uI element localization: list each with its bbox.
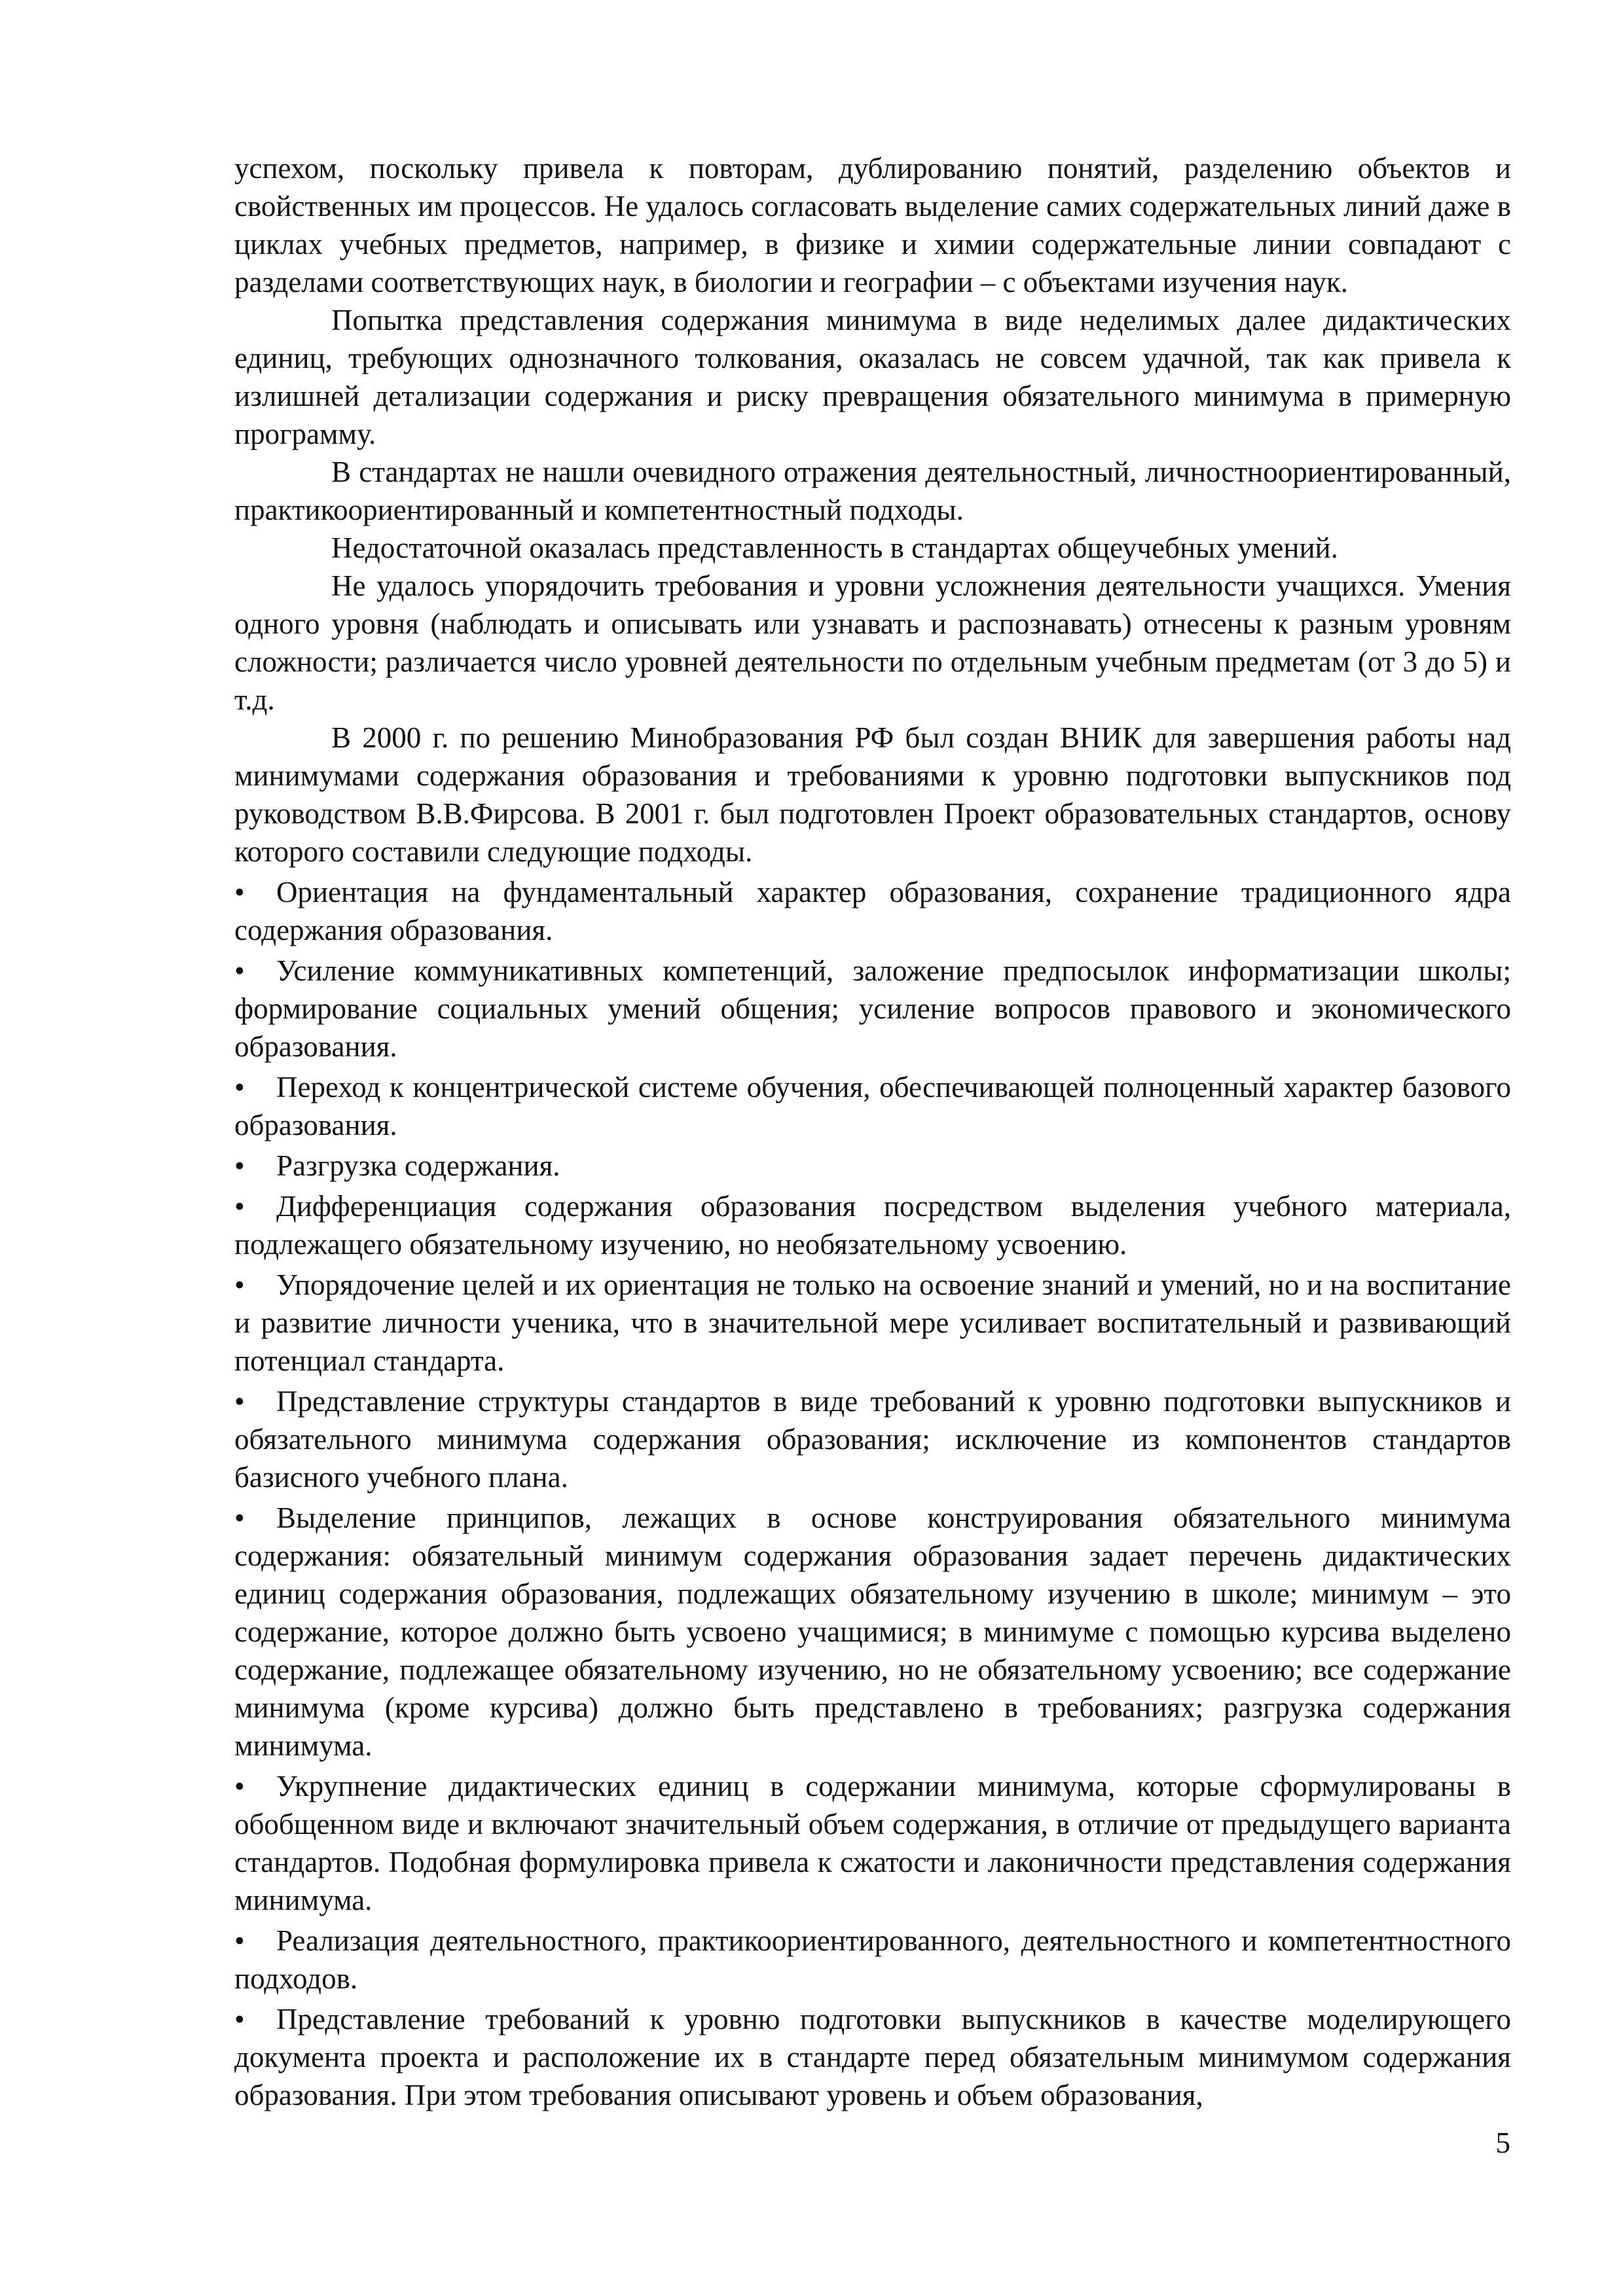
- list-item-text: Упорядочение целей и их ориентация не только на освоение знаний и умений, но и на воспитание и развитие личности ученика, что в значительной мере усиливает воспитательный и развивающий потенциал стандарта.: [234, 1268, 1511, 1377]
- list-item-text: Представление структуры стандартов в виде требований к уровню подготовки выпускников и обязательного минимума содержания образования; исключение из компонентов стандартов базисного учебного плана.: [234, 1385, 1511, 1494]
- list-item-text: Выделение принципов, лежащих в основе конструирования обязательного минимума содержания: обязательный минимум содержания образования задает перечень дидактических единиц содержания образования, подлежащих обязательному изучению в школе; минимум – это содержание, которое должно быть усвоено учащимися; в минимуме с помощью курсива выделено содержание, подлежащее обязательному изучению, но не обязательному усвоению; все содержание минимума (кроме курсива) должно быть представлено в требованиях; разгрузка содержания минимума.: [234, 1501, 1511, 1762]
- bullet-icon: •: [234, 1149, 245, 1182]
- list-item-text: Представление требований к уровню подготовки выпускников в качестве моделирующего документа проекта и расположение их в стандарте перед обязательным минимумом содержания образования. При этом требования описывают уровень и объем образования,: [234, 2003, 1511, 2111]
- list-item-text: Переход к концентрической системе обучения, обеспечивающей полноценный характер базового образования.: [234, 1071, 1511, 1141]
- list-item: [234, 873, 1511, 949]
- list-item: [234, 1767, 1511, 1919]
- list-item: [234, 1266, 1511, 1380]
- list-item: [234, 1187, 1511, 1263]
- list-item-text: Дифференциация содержания образования посредством выделения учебного материала, подлежащего обязательному изучению, но необязательному усвоению.: [234, 1190, 1511, 1261]
- approaches-list: [234, 873, 1511, 2114]
- bullet-icon: •: [234, 1190, 245, 1223]
- list-item-text: Усиление коммуникативных компетенций, заложение предпосылок информатизации школы; формирование социальных умений общения; усиление вопросов правового и экономического образования.: [234, 954, 1511, 1063]
- list-item: [234, 952, 1511, 1066]
- paragraph: Недостаточной оказалась представленность в стандартах общеучебных умений.: [331, 531, 1338, 564]
- list-item: [234, 1068, 1511, 1144]
- list-item: [234, 2000, 1511, 2114]
- bullet-icon: •: [234, 1385, 245, 1418]
- bullet-icon: •: [234, 1268, 245, 1301]
- list-item-text: Разгрузка содержания.: [276, 1149, 560, 1182]
- list-item-text: Реализация деятельностного, практикоориентированного, деятельностного и компетентностного подходов.: [234, 1924, 1511, 1995]
- paragraph: Не удалось упорядочить требования и уровни усложнения деятельности учащихся. Умения одного уровня (наблюдать и описывать или узнавать и распознавать) отнесены к разным уровням сложности; различается число уровней деятельности по отдельным учебным предметам (от 3 до 5) и т.д.: [234, 569, 1511, 716]
- bullet-icon: •: [234, 1071, 245, 1103]
- list-item: [234, 1382, 1511, 1496]
- paragraph: Попытка представления содержания минимума в виде неделимых далее дидактических единиц, требующих однозначного толкования, оказалась не совсем удачной, так как привела к излишней детализации содержания и риску превращения обязательного минимума в примерную программу.: [234, 304, 1511, 450]
- list-item-text: Ориентация на фундаментальный характер образования, сохранение традиционного ядра содержания образования.: [234, 876, 1511, 946]
- bullet-icon: •: [234, 1770, 245, 1803]
- list-item: [234, 1922, 1511, 1998]
- bullet-icon: •: [234, 876, 245, 908]
- paragraph: В 2000 г. по решению Минобразования РФ был создан ВНИК для завершения работы над минимумами содержания образования и требованиями к уровню подготовки выпускников под руководством В.В.Фирсова. В 2001 г. был подготовлен Проект образовательных стандартов, основу которого составили следующие подходы.: [234, 721, 1511, 868]
- list-item-text: Укрупнение дидактических единиц в содержании минимума, которые сформулированы в обобщенном виде и включают значительный объем содержания, в отличие от предыдущего варианта стандартов. Подобная формулировка привела к сжатости и лаконичности представления содержания минимума.: [234, 1770, 1511, 1916]
- list-item: [234, 1147, 1511, 1185]
- list-item: [234, 1499, 1511, 1765]
- bullet-icon: •: [234, 1924, 245, 1957]
- bullet-icon: •: [234, 954, 245, 987]
- page-body: [234, 149, 1511, 2114]
- page-number: 5: [1495, 2126, 1510, 2159]
- paragraph: В стандартах не нашли очевидного отражения деятельностный, личностноориентированный, практикоориентированный и компетентностный подходы.: [234, 456, 1511, 526]
- bullet-icon: •: [234, 1501, 245, 1534]
- paragraph-continuation: успехом, поскольку привела к повторам, дублированию понятий, разделению объектов и свойственных им процессов. Не удалось согласовать выделение самих содержательных линий даже в циклах учебных предметов, например, в физике и химии содержательные линии совпадают с разделами соответствующих наук, в биологии и географии – с объектами изучения наук.: [234, 152, 1511, 298]
- bullet-icon: •: [234, 2003, 245, 2036]
